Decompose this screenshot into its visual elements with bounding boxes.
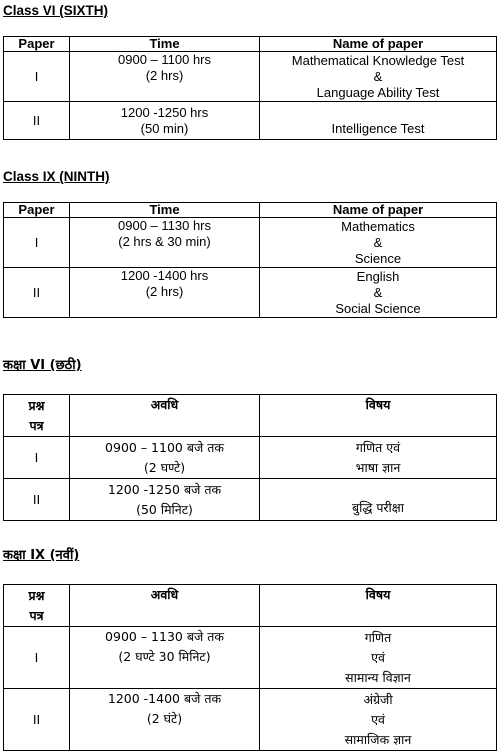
- header-subject: विषय: [260, 395, 497, 437]
- paper-cell: II: [4, 689, 70, 751]
- paper-cell: II: [4, 268, 70, 318]
- section-heading-class-9: Class IX (NINTH): [3, 169, 110, 184]
- subject-cell: [260, 479, 497, 521]
- subject-line: Mathematical Knowledge Test: [291, 52, 465, 68]
- time-line: 1200 -1400 बजे तक: [107, 691, 222, 706]
- table-header-row: [4, 37, 497, 52]
- time-cell: [70, 437, 260, 479]
- table-row: [4, 218, 497, 268]
- header-subject: Name of paper: [260, 37, 497, 52]
- section-heading-kaksha-6: कक्षा VI (छठी): [3, 358, 82, 373]
- subject-line: Social Science: [335, 300, 421, 316]
- table-row: [4, 437, 497, 479]
- time-line: 0900 – 1100 बजे तक: [105, 439, 224, 455]
- table-header-row: [4, 395, 497, 437]
- subject-line: Science: [354, 250, 402, 266]
- time-line: (2 hrs & 30 min): [118, 234, 211, 249]
- schedule-table-class-9: [3, 202, 497, 318]
- table-row: [4, 479, 497, 521]
- header-paper: [4, 395, 70, 437]
- time-line: 1200 -1250 बजे तक: [107, 481, 222, 497]
- header-time: Time: [70, 37, 260, 52]
- time-line: 1200 -1400 hrs: [120, 268, 209, 283]
- subject-cell: [260, 437, 497, 479]
- paper-cell: I: [4, 52, 70, 102]
- time-line: (2 घंटे): [146, 711, 183, 726]
- paper-cell: I: [4, 218, 70, 268]
- subject-line: &: [373, 234, 383, 250]
- time-line: (50 min): [140, 120, 189, 136]
- time-cell: [70, 479, 260, 521]
- paper-cell: I: [4, 437, 70, 479]
- time-line: (2 घण्टे 30 मिनिट): [118, 649, 211, 664]
- subject-line: &: [373, 68, 383, 84]
- subject-cell: [260, 268, 497, 318]
- paper-cell: I: [4, 627, 70, 689]
- header-paper-line: पत्र: [29, 417, 44, 433]
- time-cell: [70, 52, 260, 102]
- time-line: (2 hrs): [145, 68, 184, 83]
- subject-line: &: [373, 284, 383, 300]
- time-line: 0900 – 1130 बजे तक: [105, 629, 224, 644]
- header-paper-line: पत्र: [29, 607, 44, 623]
- subject-cell: [260, 627, 497, 689]
- subject-line: Mathematics: [341, 218, 415, 234]
- section-heading-class-6: Class VI (SIXTH): [3, 3, 109, 18]
- header-paper-line: प्रश्न: [28, 397, 45, 413]
- header-time: Time: [70, 203, 260, 218]
- subject-cell: [260, 689, 497, 751]
- paper-cell: II: [4, 102, 70, 140]
- table-row: [4, 268, 497, 318]
- table-header-row: [4, 203, 497, 218]
- table-row: [4, 627, 497, 689]
- schedule-table-class-6: [3, 36, 497, 140]
- time-line: (50 मिनिट): [136, 501, 193, 517]
- subject-line: गणित: [364, 629, 392, 645]
- section-heading-kaksha-9: कक्षा IX (नवीं): [3, 548, 80, 563]
- time-line: 0900 – 1130 hrs: [118, 218, 211, 233]
- schedule-table-kaksha-9: [3, 584, 497, 751]
- subject-line: एवं: [371, 711, 385, 727]
- header-paper: Paper: [4, 37, 70, 52]
- subject-line: एवं: [371, 649, 385, 665]
- table-header-row: [4, 585, 497, 627]
- time-cell: [70, 689, 260, 751]
- subject-line: Language Ability Test: [316, 84, 440, 100]
- schedule-table-kaksha-6: [3, 394, 497, 521]
- paper-cell: II: [4, 479, 70, 521]
- subject-cell: [260, 102, 497, 140]
- time-line: (2 hrs): [145, 284, 184, 299]
- table-row: [4, 689, 497, 751]
- time-line: 1200 -1250 hrs: [120, 104, 209, 120]
- subject-line: भाषा ज्ञान: [355, 459, 401, 475]
- header-time: अवधि: [70, 585, 260, 627]
- header-time: अवधि: [70, 395, 260, 437]
- header-subject: Name of paper: [260, 203, 497, 218]
- subject-line: सामाजिक ज्ञान: [344, 731, 412, 747]
- subject-line: गणित एवं: [355, 439, 401, 455]
- time-cell: [70, 102, 260, 140]
- subject-cell: [260, 52, 497, 102]
- subject-cell: [260, 218, 497, 268]
- header-paper: Paper: [4, 203, 70, 218]
- header-paper: [4, 585, 70, 627]
- header-paper-line: प्रश्न: [28, 587, 45, 603]
- subject-line: अंग्रेजी: [363, 691, 393, 707]
- time-cell: [70, 268, 260, 318]
- header-subject: विषय: [260, 585, 497, 627]
- time-line: (2 घण्टे): [143, 459, 186, 475]
- table-row: [4, 102, 497, 140]
- time-line: 0900 – 1100 hrs: [118, 52, 211, 67]
- time-cell: [70, 218, 260, 268]
- table-row: [4, 52, 497, 102]
- subject-line: बुद्धि परीक्षा: [352, 500, 404, 515]
- subject-line: English: [356, 268, 400, 284]
- time-cell: [70, 627, 260, 689]
- subject-line: Intelligence Test: [331, 121, 425, 136]
- subject-line: सामान्य विज्ञान: [345, 669, 411, 685]
